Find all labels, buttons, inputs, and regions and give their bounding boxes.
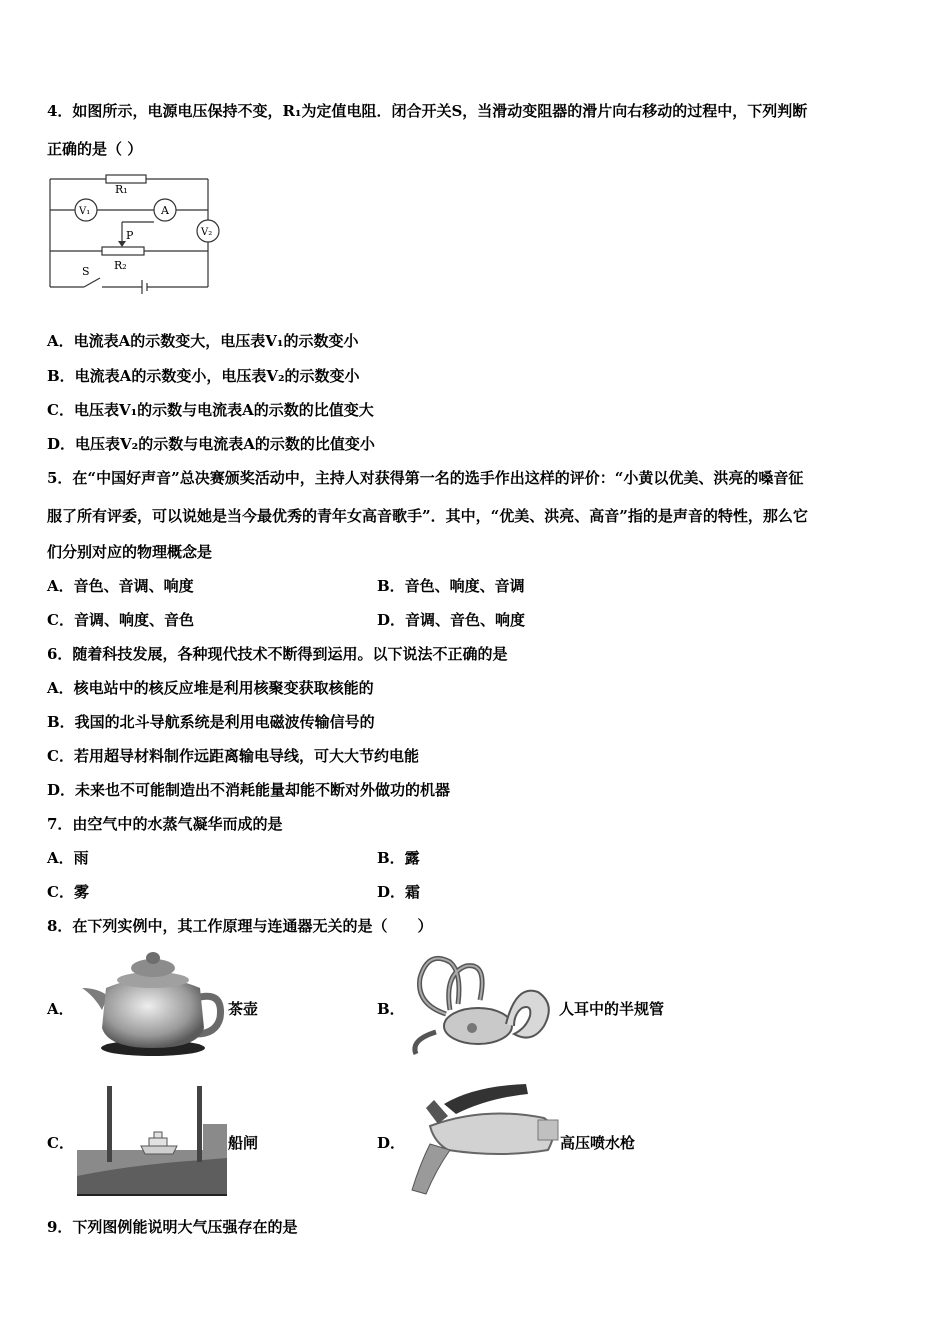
q6-stem: 6．随着科技发展，各种现代技术不断得到运用。以下说法不正确的是 [47, 645, 508, 663]
r2-label: R₂ [114, 259, 127, 272]
q5-option-b: B．音色、响度、音调 [377, 577, 525, 595]
q6-option-d: D．未来也不可能制造出不消耗能量却能不断对外做功的机器 [47, 781, 451, 799]
q5-stem-line1: 5．在“中国好声音”总决赛颁奖活动中，主持人对获得第一名的选手作出这样的评价：“小黄以优美、洪亮的嗓音征 [47, 469, 804, 487]
q5-stem-line2: 服了所有评委，可以说她是当今最优秀的青年女高音歌手”．其中，“优美、洪亮、高音”指的是声音的特性，那么它 [47, 507, 808, 525]
r2-rheostat [102, 247, 144, 255]
water-gun-image [404, 1080, 560, 1198]
q7-option-d: D．霜 [377, 883, 421, 901]
q5-option-c: C．音调、响度、音色 [47, 611, 194, 629]
v2-label: V₂ [201, 227, 213, 238]
q6-option-a: A．核电站中的核反应堆是利用核聚变获取核能的 [47, 679, 374, 697]
q7-stem: 7．由空气中的水蒸气凝华而成的是 [47, 815, 283, 833]
circuit-diagram [44, 172, 224, 294]
s-label: S [82, 265, 90, 278]
ship-lock-image [77, 1084, 227, 1196]
q7-option-b: B．露 [377, 849, 420, 867]
q4-option-c: C．电压表V₁的示数与电流表A的示数的比值变大 [47, 401, 374, 419]
q8-option-d-caption: 高压喷水枪 [560, 1134, 636, 1152]
q4-stem-line2: 正确的是（ ） [47, 140, 143, 158]
r1-resistor [106, 175, 146, 183]
q8-option-a-letter: A． [47, 1000, 74, 1018]
q8-option-c-letter: C． [47, 1134, 74, 1152]
q5-option-a: A．音色、音调、响度 [47, 577, 194, 595]
q6-option-b: B．我国的北斗导航系统是利用电磁波传输信号的 [47, 713, 375, 731]
q8-option-b-caption: 人耳中的半规管 [559, 1000, 665, 1018]
q8-option-a-caption: 茶壶 [228, 1000, 259, 1018]
a-label: A [161, 204, 169, 217]
teapot-image [78, 948, 228, 1060]
q8-option-d-letter: D． [377, 1134, 406, 1152]
switch-s [84, 278, 100, 287]
q4-option-a: A．电流表A的示数变大，电压表V₁的示数变小 [47, 332, 359, 350]
r1-label: R₁ [115, 183, 128, 196]
q4-option-b: B．电流表A的示数变小，电压表V₂的示数变小 [47, 367, 360, 385]
q7-option-c: C．雾 [47, 883, 89, 901]
q7-option-a: A．雨 [47, 849, 89, 867]
v1-label: V₁ [79, 206, 91, 217]
p-label: P [126, 229, 134, 242]
q6-option-c: C．若用超导材料制作远距离输电导线，可大大节约电能 [47, 747, 419, 765]
q8-stem: 8．在下列实例中，其工作原理与连通器无关的是（ ） [47, 917, 433, 935]
q4-option-d: D．电压表V₂的示数与电流表A的示数的比值变小 [47, 435, 375, 453]
q9-stem: 9．下列图例能说明大气压强存在的是 [47, 1218, 298, 1236]
ear-canal-image [406, 944, 556, 1060]
q8-option-b-letter: B． [377, 1000, 405, 1018]
q5-stem-line3: 们分别对应的物理概念是 [47, 543, 213, 561]
q8-option-c-caption: 船闸 [228, 1134, 259, 1152]
q5-option-d: D．音调、音色、响度 [377, 611, 526, 629]
q4-stem-line1: 4．如图所示，电源电压保持不变，R₁为定值电阻．闭合开关S，当滑动变阻器的滑片向右移动的过程中，下列判断 [47, 102, 808, 120]
